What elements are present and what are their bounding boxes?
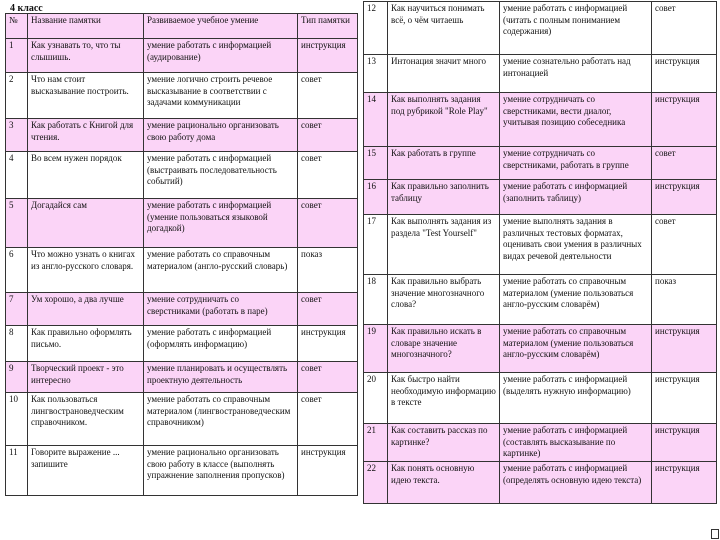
table-row: [6, 73, 358, 119]
table-row: [364, 93, 717, 147]
memo-title: Что можно узнать о книгах из англо-русского словаря.: [28, 248, 144, 293]
column-title: Название памятки: [28, 14, 144, 39]
row-number: 22: [364, 462, 388, 504]
row-number: 2: [6, 73, 28, 119]
row-number: 3: [6, 119, 28, 152]
table-row: [6, 362, 358, 393]
memo-type: инструкция: [652, 462, 717, 504]
memo-skill: умение сотрудничать со сверстниками, работать в группе: [500, 147, 652, 180]
table-row: [6, 326, 358, 362]
memo-skill: умение рационально организовать свою работу дома: [144, 119, 298, 152]
row-number: 15: [364, 147, 388, 180]
table-row: [364, 325, 717, 373]
table-row: [364, 215, 717, 275]
memo-type: совет: [298, 393, 358, 446]
corner-mark: [711, 529, 719, 539]
memo-type: совет: [652, 215, 717, 275]
memo-title: Как правильно выбрать значение многозначного слова?: [388, 275, 500, 325]
table-header-row: [6, 14, 358, 39]
memo-type: инструкция: [652, 373, 717, 424]
memo-type: совет: [652, 147, 717, 180]
memo-title: Как научиться понимать всё, о чём читаешь: [388, 2, 500, 55]
column-skill: Развиваемое учебное умение: [144, 14, 298, 39]
memo-skill: умение работать с информацией (определять основную идею текста): [500, 462, 652, 504]
memo-type: инструкция: [652, 325, 717, 373]
row-number: 7: [6, 293, 28, 326]
memo-skill: умение работать со справочным материалом (умение пользоваться англо-русским словарём): [500, 275, 652, 325]
memo-title: Как правильно заполнить таблицу: [388, 180, 500, 215]
table-row: [364, 424, 717, 462]
memo-table-right: [363, 1, 717, 504]
memo-skill: умение работать с информацией (аудирование): [144, 39, 298, 73]
memo-title: Что нам стоит высказывание построить.: [28, 73, 144, 119]
memo-title: Как выполнять задания из раздела "Test Yourself": [388, 215, 500, 275]
table-row: [6, 199, 358, 248]
table-row: [364, 462, 717, 504]
table-row: [6, 446, 358, 496]
memo-skill: умение работать с информацией (умение пользоваться языковой догадкой): [144, 199, 298, 248]
row-number: 6: [6, 248, 28, 293]
column-number: №: [6, 14, 28, 39]
memo-title: Как быстро найти необходимую информацию в тексте: [388, 373, 500, 424]
row-number: 19: [364, 325, 388, 373]
memo-type: совет: [298, 119, 358, 152]
memo-type: совет: [298, 293, 358, 326]
memo-type: совет: [298, 362, 358, 393]
memo-type: совет: [652, 2, 717, 55]
memo-skill: умение работать с информацией (выстраивать последовательность событий): [144, 152, 298, 199]
memo-skill: умение работать со справочным материалом (умение пользоваться англо-русским словарём): [500, 325, 652, 373]
memo-type: совет: [298, 199, 358, 248]
memo-title: Как правильно оформлять письмо.: [28, 326, 144, 362]
memo-title: Как правильно искать в словаре значение многозначного?: [388, 325, 500, 373]
row-number: 4: [6, 152, 28, 199]
memo-skill: умение работать с информацией (заполнить таблицу): [500, 180, 652, 215]
memo-title: Интонация значит много: [388, 55, 500, 93]
memo-type: инструкция: [298, 39, 358, 73]
row-number: 21: [364, 424, 388, 462]
table-row: [6, 119, 358, 152]
row-number: 10: [6, 393, 28, 446]
memo-type: показ: [652, 275, 717, 325]
table-row: [364, 275, 717, 325]
memo-skill: умение планировать и осуществлять проектную деятельность: [144, 362, 298, 393]
row-number: 13: [364, 55, 388, 93]
memo-type: инструкция: [652, 55, 717, 93]
memo-title: Говорите выражение ... запишите: [28, 446, 144, 496]
table-row: [364, 373, 717, 424]
memo-skill: умение работать с информацией (оформлять информацию): [144, 326, 298, 362]
memo-type: совет: [298, 152, 358, 199]
memo-skill: умение работать с информацией (выделять нужную информацию): [500, 373, 652, 424]
memo-type: инструкция: [652, 93, 717, 147]
row-number: 9: [6, 362, 28, 393]
memo-table-left: [5, 13, 358, 496]
memo-skill: умение сотрудничать со сверстниками, вести диалог, учитывая позицию собеседника: [500, 93, 652, 147]
row-number: 12: [364, 2, 388, 55]
memo-skill: умение сотрудничать со сверстниками (работать в паре): [144, 293, 298, 326]
memo-skill: умение логично строить речевое высказывание в соответствии с задачами коммуникации: [144, 73, 298, 119]
memo-title: Во всем нужен порядок: [28, 152, 144, 199]
memo-title: Как пользоваться лингвострановедческим справочником.: [28, 393, 144, 446]
memo-type: совет: [298, 73, 358, 119]
memo-type: инструкция: [652, 424, 717, 462]
memo-title: Как понять основную идею текста.: [388, 462, 500, 504]
memo-title: Как работать с Книгой для чтения.: [28, 119, 144, 152]
memo-skill: умение работать со справочным материалом (лингвострановедческим справочником): [144, 393, 298, 446]
memo-skill: умение рационально организовать свою работу в классе (выполнять упражнение заполнения пропусков): [144, 446, 298, 496]
memo-skill: умение сознательно работать над интонацией: [500, 55, 652, 93]
row-number: 18: [364, 275, 388, 325]
memo-skill: умение работать со справочным материалом (англо-русский словарь): [144, 248, 298, 293]
memo-skill: умение работать с информацией (составлять высказывание по картинке): [500, 424, 652, 462]
memo-skill: умение выполнять задания в различных тестовых форматах, оценивать свои умения в различных видах речевой деятельности: [500, 215, 652, 275]
grade-header: 4 класс: [10, 3, 43, 14]
table-row: [6, 248, 358, 293]
row-number: 1: [6, 39, 28, 73]
row-number: 20: [364, 373, 388, 424]
memo-title: Догадайся сам: [28, 199, 144, 248]
row-number: 8: [6, 326, 28, 362]
memo-title: Как составить рассказ по картинке?: [388, 424, 500, 462]
memo-title: Как работать в группе: [388, 147, 500, 180]
memo-type: инструкция: [298, 446, 358, 496]
table-row: [364, 55, 717, 93]
table-row: [364, 180, 717, 215]
memo-type: инструкция: [298, 326, 358, 362]
row-number: 5: [6, 199, 28, 248]
row-number: 11: [6, 446, 28, 496]
memo-title: Творческий проект - это интересно: [28, 362, 144, 393]
table-row: [6, 393, 358, 446]
row-number: 17: [364, 215, 388, 275]
memo-type: инструкция: [652, 180, 717, 215]
table-row: [364, 147, 717, 180]
memo-skill: умение работать с информацией (читать с полным пониманием содержания): [500, 2, 652, 55]
table-row: [6, 39, 358, 73]
memo-title: Как выполнять задания под рубрикой "Role Play": [388, 93, 500, 147]
memo-title: Как узнавать то, что ты слышишь.: [28, 39, 144, 73]
memo-title: Ум хорошо, а два лучше: [28, 293, 144, 326]
column-type: Тип памятки: [298, 14, 358, 39]
row-number: 16: [364, 180, 388, 215]
table-row: [6, 293, 358, 326]
table-row: [364, 2, 717, 55]
row-number: 14: [364, 93, 388, 147]
memo-type: показ: [298, 248, 358, 293]
table-row: [6, 152, 358, 199]
